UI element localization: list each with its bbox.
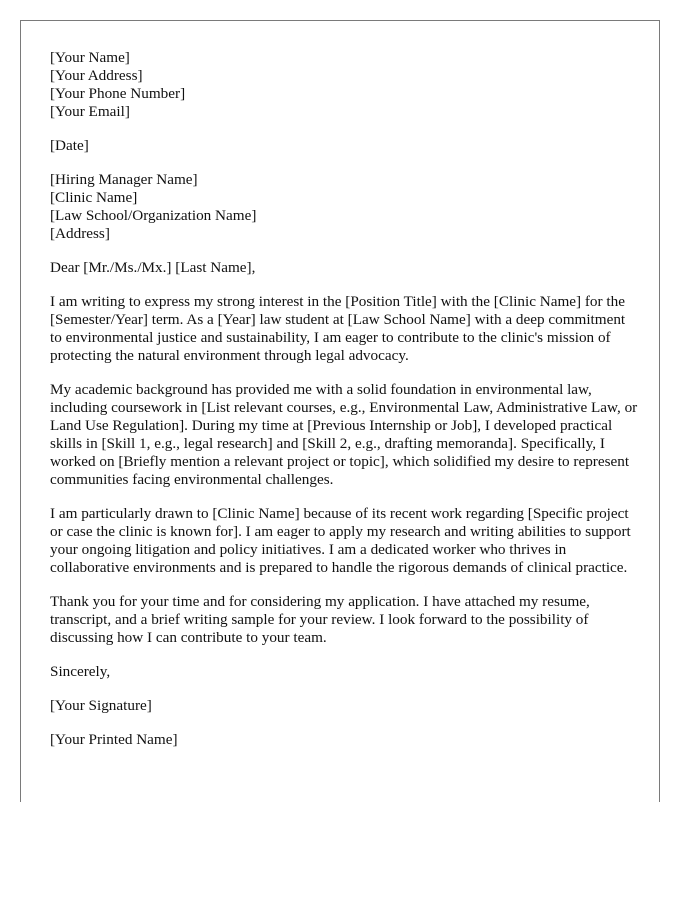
letter-date: [Date]: [50, 137, 89, 154]
salutation: Dear [Mr./Ms./Mx.] [Last Name],: [50, 259, 256, 276]
closing-line: Sincerely,: [50, 663, 111, 680]
signature-line: [Your Signature]: [50, 697, 152, 714]
body-paragraph-closing: Thank you for your time and for considering my application. I have attached my resume, transcript, and a brief writing sample for your review. I look forward to the possibility of discussing how I can contribute to your team.: [50, 593, 590, 646]
recipient-address: [Address]: [50, 225, 110, 242]
date-block: [50, 137, 640, 155]
sender-email: [Your Email]: [50, 103, 130, 120]
body-paragraph-intro: I am writing to express my strong interest in the [Position Title] with the [Clinic Name] for the [Semester/Year] term. As a [Year] law student at [Law School Name] with a deep commitment to environmental justice and sustainability, I am eager to contribute to the clinic's mission of protecting the natural environment through legal advocacy.: [50, 293, 626, 364]
recipient-manager: [Hiring Manager Name]: [50, 171, 198, 188]
recipient-organization: [Law School/Organization Name]: [50, 207, 257, 224]
sender-address: [Your Address]: [50, 67, 143, 84]
printed-name-line: [Your Printed Name]: [50, 731, 178, 748]
recipient-clinic: [Clinic Name]: [50, 189, 138, 206]
sender-block: [50, 49, 640, 121]
sender-phone: [Your Phone Number]: [50, 85, 186, 102]
recipient-block: [50, 171, 640, 243]
letter-page: [20, 20, 660, 802]
cover-letter: [50, 49, 640, 765]
body-paragraph-interest: I am particularly drawn to [Clinic Name] because of its recent work regarding [Specific project or case the clinic is known for]. I am eager to apply my research and writing abilities to support your ongoing litigation and policy initiatives. I am a dedicated worker who thrives in collaborative environments and is prepared to handle the rigorous demands of clinical practice.: [50, 505, 631, 576]
body-paragraph-background: My academic background has provided me with a solid foundation in environmental law, including coursework in [List relevant courses, e.g., Environmental Law, Administrative Law, or Land Use Regulation]. During my time at [Previous Internship or Job], I developed practical skills in [Skill 1, e.g., legal research] and [Skill 2, e.g., drafting memoranda]. Specifically, I worked on [Briefly mention a relevant project or topic], which solidified my desire to represent communities facing environmental challenges.: [50, 381, 638, 488]
sender-name: [Your Name]: [50, 49, 130, 66]
